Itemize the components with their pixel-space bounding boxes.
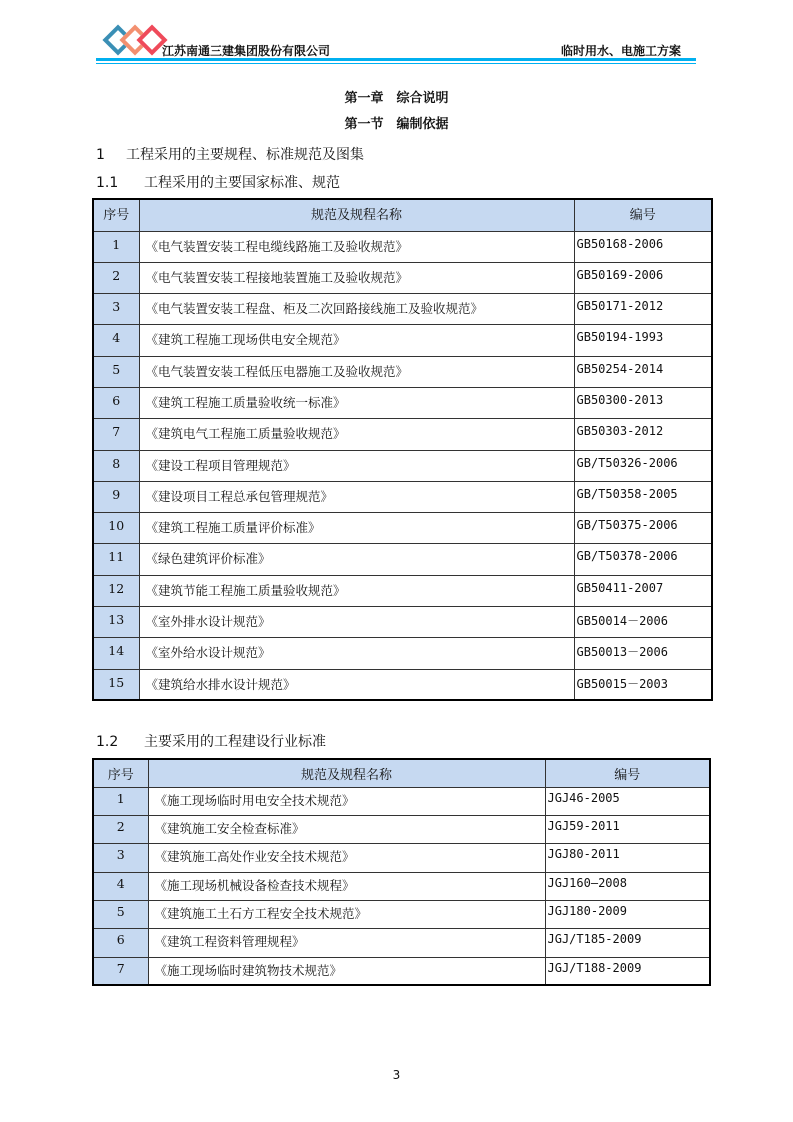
table-row [93, 356, 712, 387]
heading-number: 1.2 [96, 734, 119, 750]
table-row [93, 262, 712, 293]
document-title: 临时用水、电施工方案 [560, 44, 681, 58]
heading-1 [96, 144, 364, 164]
industry-standards-table [92, 758, 711, 986]
row-name: 《建设项目工程总承包管理规范》 [139, 481, 574, 512]
table-row [93, 575, 712, 606]
row-name: 《电气装置安装工程低压电器施工及验收规范》 [139, 356, 574, 387]
row-seq: 6 [93, 387, 139, 418]
table-row [93, 872, 710, 900]
table-row [93, 638, 712, 669]
table-row [93, 450, 712, 481]
table-header-row [93, 199, 712, 231]
row-code: GB50194-1993 [574, 325, 712, 356]
row-name: 《绿色建筑评价标准》 [139, 544, 574, 575]
row-seq: 10 [93, 513, 139, 544]
table-row [93, 294, 712, 325]
row-seq: 12 [93, 575, 139, 606]
table-row [93, 844, 710, 872]
row-name: 《建筑施工高处作业安全技术规范》 [148, 844, 545, 872]
row-code: GB/T50375-2006 [574, 513, 712, 544]
column-header-name: 规范及规程名称 [148, 759, 545, 787]
row-seq: 9 [93, 481, 139, 512]
row-code: GB50254-2014 [574, 356, 712, 387]
table-row [93, 957, 710, 985]
table-row [93, 929, 710, 957]
column-header-seq: 序号 [93, 199, 139, 231]
heading-text: 主要采用的工程建设行业标准 [144, 734, 326, 750]
heading-number: 1 [96, 147, 105, 163]
row-name: 《施工现场临时建筑物技术规范》 [148, 957, 545, 985]
row-code: JGJ/T185-2009 [545, 929, 710, 957]
row-seq: 13 [93, 607, 139, 638]
row-seq: 7 [93, 957, 148, 985]
row-code: GB50014－2006 [574, 607, 712, 638]
table-row [93, 481, 712, 512]
row-code: JGJ160—2008 [545, 872, 710, 900]
row-seq: 4 [93, 872, 148, 900]
row-seq: 2 [93, 816, 148, 844]
row-code: GB50171-2012 [574, 294, 712, 325]
row-seq: 7 [93, 419, 139, 450]
table-row [93, 231, 712, 262]
row-name: 《建筑给水排水设计规范》 [139, 669, 574, 700]
column-header-seq: 序号 [93, 759, 148, 787]
row-code: GB50169-2006 [574, 262, 712, 293]
heading-text: 工程采用的主要国家标准、规范 [144, 175, 340, 191]
row-name: 《建筑施工土石方工程安全技术规范》 [148, 900, 545, 928]
row-code: GB50013－2006 [574, 638, 712, 669]
national-standards-table [92, 198, 713, 701]
header-rule [96, 58, 696, 61]
row-name: 《建筑工程施工质量评价标准》 [139, 513, 574, 544]
row-seq: 1 [93, 787, 148, 815]
row-code: GB50303-2012 [574, 419, 712, 450]
row-code: JGJ/T188-2009 [545, 957, 710, 985]
row-name: 《室外给水设计规范》 [139, 638, 574, 669]
row-seq: 5 [93, 900, 148, 928]
row-code: JGJ180-2009 [545, 900, 710, 928]
heading-1-2 [96, 731, 326, 751]
row-code: JGJ46-2005 [545, 787, 710, 815]
row-seq: 15 [93, 669, 139, 700]
row-name: 《建设工程项目管理规范》 [139, 450, 574, 481]
row-name: 《室外排水设计规范》 [139, 607, 574, 638]
header-rule-thin [96, 63, 696, 64]
row-code: GB/T50378-2006 [574, 544, 712, 575]
row-code: JGJ80-2011 [545, 844, 710, 872]
row-seq: 3 [93, 294, 139, 325]
chapter-title: 第一章 综合说明 [344, 91, 449, 106]
row-name: 《建筑节能工程施工质量验收规范》 [139, 575, 574, 606]
row-seq: 5 [93, 356, 139, 387]
row-seq: 11 [93, 544, 139, 575]
row-name: 《建筑工程资料管理规程》 [148, 929, 545, 957]
row-name: 《建筑工程施工质量验收统一标准》 [139, 387, 574, 418]
column-header-code: 编号 [545, 759, 710, 787]
row-code: GB/T50326-2006 [574, 450, 712, 481]
table-row [93, 607, 712, 638]
table-row [93, 669, 712, 700]
row-code: GB/T50358-2005 [574, 481, 712, 512]
row-seq: 14 [93, 638, 139, 669]
row-name: 《电气装置安装工程接地装置施工及验收规范》 [139, 262, 574, 293]
row-seq: 1 [93, 231, 139, 262]
table-row [93, 325, 712, 356]
table-row [93, 544, 712, 575]
row-name: 《建筑施工安全检查标准》 [148, 816, 545, 844]
table-row [93, 900, 710, 928]
table-row [93, 513, 712, 544]
table-header-row [93, 759, 710, 787]
row-name: 《施工现场机械设备检查技术规程》 [148, 872, 545, 900]
row-name: 《建筑工程施工现场供电安全规范》 [139, 325, 574, 356]
row-code: GB50015－2003 [574, 669, 712, 700]
row-name: 《电气装置安装工程电缆线路施工及验收规范》 [139, 231, 574, 262]
row-code: GB50300-2013 [574, 387, 712, 418]
section-title: 第一节 编制依据 [344, 117, 449, 132]
row-name: 《电气装置安装工程盘、柜及二次回路接线施工及验收规范》 [139, 294, 574, 325]
row-name: 《建筑电气工程施工质量验收规范》 [139, 419, 574, 450]
row-code: JGJ59-2011 [545, 816, 710, 844]
heading-number: 1.1 [96, 175, 119, 191]
column-header-name: 规范及规程名称 [139, 199, 574, 231]
row-seq: 4 [93, 325, 139, 356]
row-code: GB50168-2006 [574, 231, 712, 262]
table-row [93, 419, 712, 450]
row-seq: 2 [93, 262, 139, 293]
row-seq: 8 [93, 450, 139, 481]
column-header-code: 编号 [574, 199, 712, 231]
table-row [93, 816, 710, 844]
row-seq: 6 [93, 929, 148, 957]
page-number: 3 [392, 1068, 401, 1082]
row-name: 《施工现场临时用电安全技术规范》 [148, 787, 545, 815]
heading-text: 工程采用的主要规程、标准规范及图集 [126, 147, 364, 163]
row-seq: 3 [93, 844, 148, 872]
company-name: 江苏南通三建集团股份有限公司 [162, 44, 331, 58]
table-row [93, 787, 710, 815]
heading-1-1 [96, 172, 340, 192]
row-code: GB50411-2007 [574, 575, 712, 606]
table-row [93, 387, 712, 418]
